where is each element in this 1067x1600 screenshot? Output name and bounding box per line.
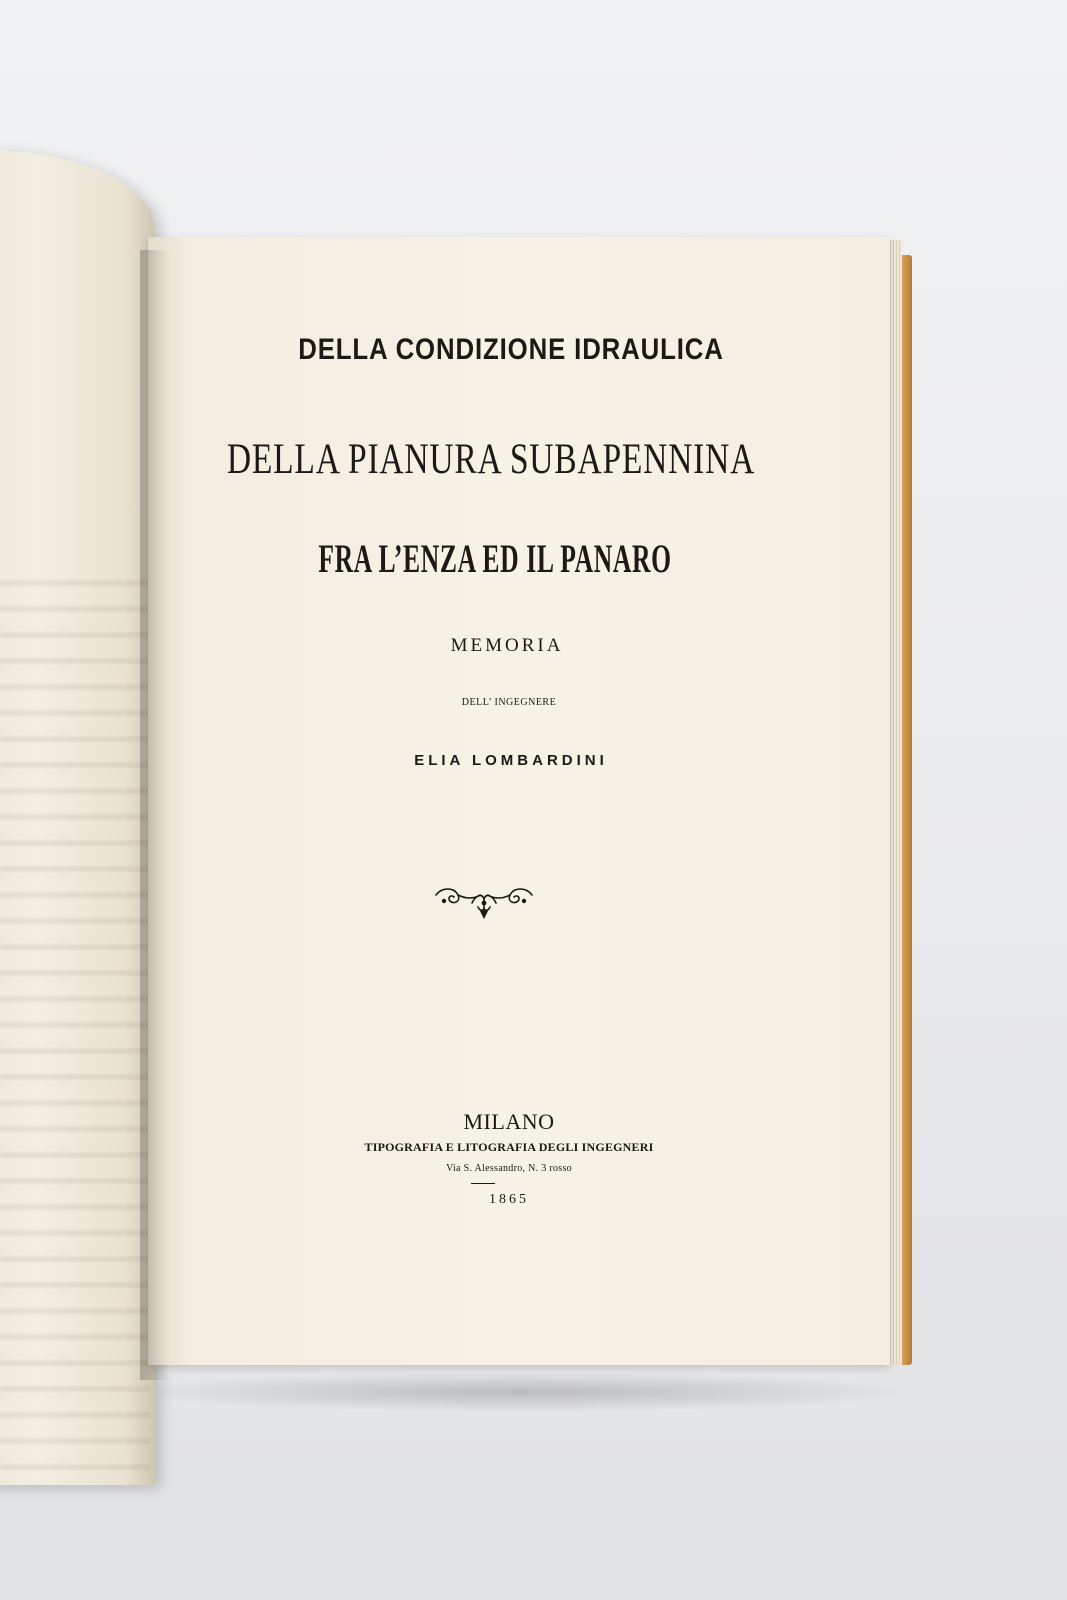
- imprint-year: 1865: [489, 1192, 529, 1207]
- title-line-1: DELLA CONDIZIONE IDRAULICA: [298, 333, 724, 366]
- imprint-address: Via S. Alessandro, N. 3 rosso: [446, 1163, 572, 1174]
- fleuron-ornament-icon: [432, 883, 536, 923]
- book-gutter-shadow: [140, 250, 170, 1380]
- imprint-city: MILANO: [463, 1109, 555, 1134]
- book-shadow: [120, 1372, 920, 1412]
- author-name: ELIA LOMBARDINI: [414, 752, 608, 769]
- title-line-3: FRA L’ENZA ED IL PANARO: [318, 536, 672, 581]
- subtitle: MEMORIA: [450, 635, 564, 656]
- title-page: [148, 237, 890, 1365]
- imprint-rule: [471, 1183, 495, 1184]
- left-page: [0, 150, 155, 1485]
- imprint-publisher: TIPOGRAFIA E LITOGRAFIA DEGLI INGEGNERI: [364, 1140, 654, 1154]
- left-page-faint-text: [0, 580, 150, 1480]
- title-line-2: DELLA PIANURA SUBAPENNINA: [226, 436, 756, 483]
- author-prefix: DELL’ INGEGNERE: [461, 697, 557, 708]
- page-edges: [888, 240, 902, 1365]
